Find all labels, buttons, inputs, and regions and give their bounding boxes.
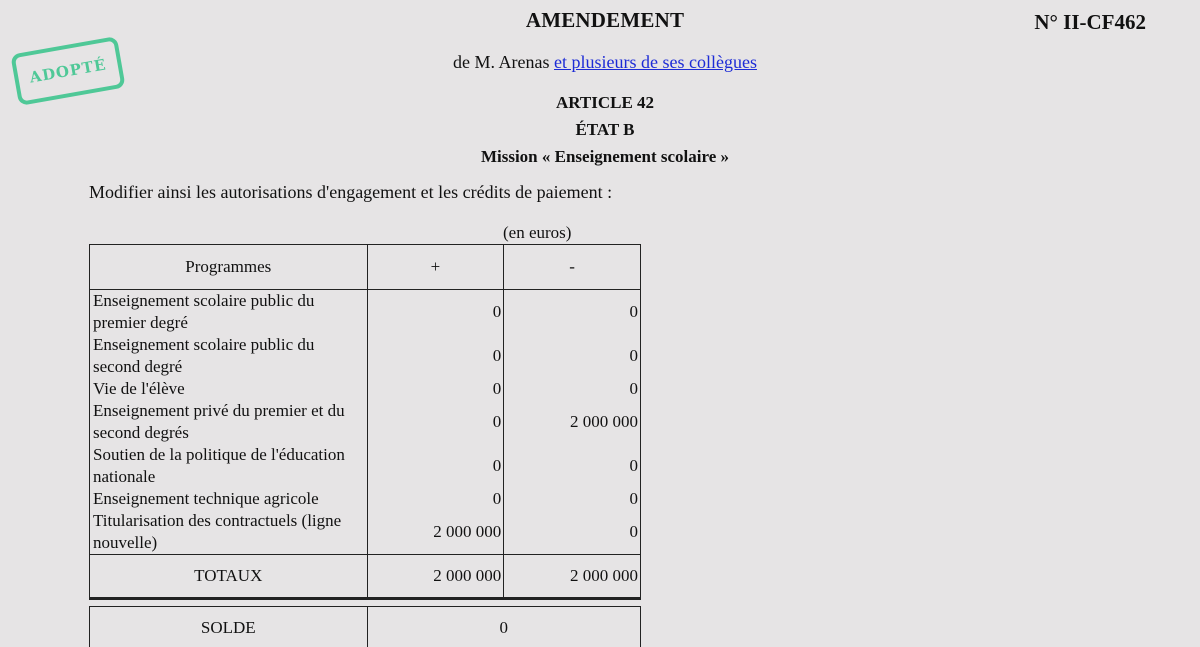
table-row <box>90 444 641 488</box>
row-plus: 0 <box>367 488 504 510</box>
etat-heading: ÉTAT B <box>575 120 635 139</box>
row-label: Enseignement technique agricole <box>90 488 368 510</box>
co-authors-link[interactable]: et plusieurs de ses collègues <box>554 52 757 72</box>
row-minus: 0 <box>504 290 641 335</box>
row-label: Vie de l'élève <box>90 378 368 400</box>
totals-label: TOTAUX <box>90 555 368 599</box>
table-row <box>90 334 641 378</box>
row-minus: 0 <box>504 510 641 555</box>
row-minus: 0 <box>504 378 641 400</box>
totals-plus: 2 000 000 <box>367 555 504 599</box>
solde-label: SOLDE <box>90 607 368 647</box>
document-title: AMENDEMENT <box>525 8 685 32</box>
col-header-programmes: Programmes <box>90 245 368 290</box>
row-label: Titularisation des contractuels (ligne nouvelle) <box>90 510 368 555</box>
table-row <box>90 400 641 444</box>
unit-label: (en euros) <box>503 223 572 242</box>
authors-prefix: de M. Arenas <box>453 52 555 72</box>
authors-line <box>0 52 1200 73</box>
row-plus: 0 <box>367 400 504 444</box>
mission-heading: Mission « Enseignement scolaire » <box>480 147 730 166</box>
row-minus: 2 000 000 <box>504 400 641 444</box>
row-label: Enseignement scolaire public du premier degré <box>90 290 368 335</box>
row-plus: 0 <box>367 444 504 488</box>
row-minus: 0 <box>504 334 641 378</box>
totals-minus: 2 000 000 <box>504 555 641 599</box>
table-header-row <box>90 245 641 290</box>
row-plus: 2 000 000 <box>367 510 504 555</box>
article-heading: ARTICLE 42 <box>555 93 655 112</box>
table-row <box>90 378 641 400</box>
table-row <box>90 488 641 510</box>
row-minus: 0 <box>504 444 641 488</box>
table-row <box>90 510 641 555</box>
solde-value: 0 <box>367 607 640 647</box>
table-row <box>90 290 641 335</box>
intro-text: Modifier ainsi les autorisations d'engagement et les crédits de paiement : <box>89 182 613 202</box>
budget-table <box>89 244 641 647</box>
row-plus: 0 <box>367 290 504 335</box>
row-label: Enseignement scolaire public du second degré <box>90 334 368 378</box>
row-minus: 0 <box>504 488 641 510</box>
row-label: Soutien de la politique de l'éducation nationale <box>90 444 368 488</box>
col-header-minus: - <box>504 245 641 290</box>
stamp-label: ADOPTÉ <box>28 55 108 87</box>
solde-row <box>90 607 641 647</box>
row-plus: 0 <box>367 334 504 378</box>
amendment-number: N° II-CF462 <box>1034 10 1146 34</box>
col-header-plus: + <box>367 245 504 290</box>
row-plus: 0 <box>367 378 504 400</box>
row-label: Enseignement privé du premier et du second degrés <box>90 400 368 444</box>
table-spacer <box>90 599 641 607</box>
totals-row <box>90 555 641 599</box>
